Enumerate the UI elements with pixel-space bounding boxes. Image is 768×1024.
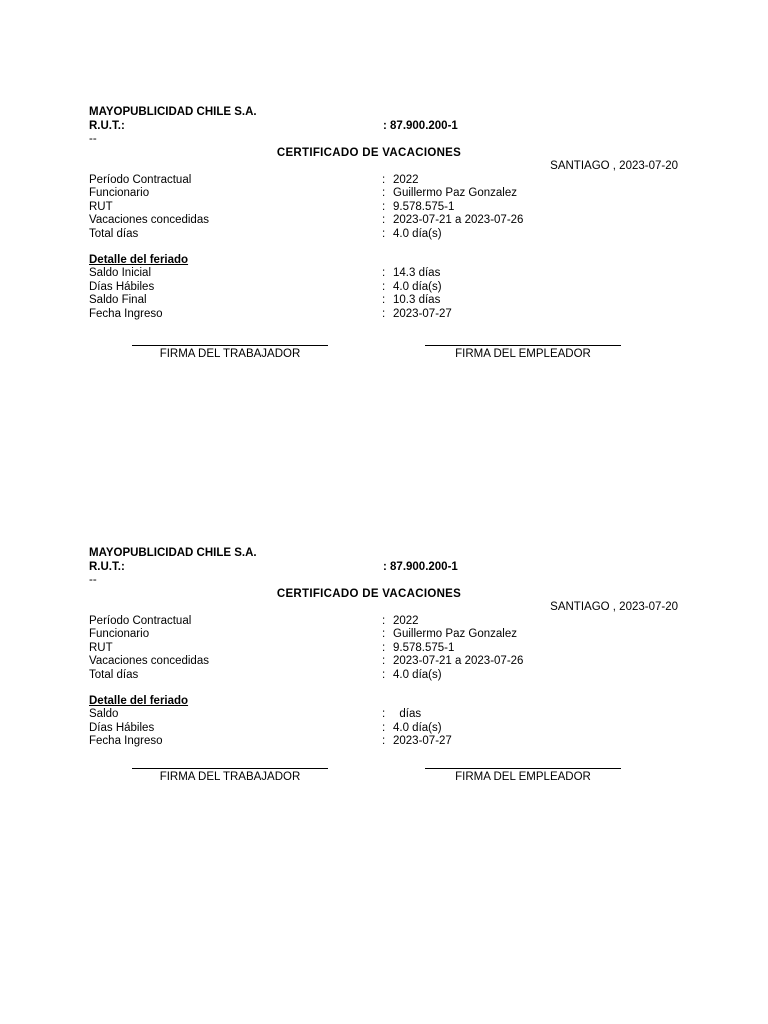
field-row — [89, 187, 689, 201]
field-row — [89, 669, 689, 683]
detail-colon: : — [382, 281, 386, 293]
field-value: 9.578.575-1 — [393, 642, 455, 654]
field-value: Guillermo Paz Gonzalez — [393, 187, 517, 199]
field-row — [89, 628, 689, 642]
field-colon: : — [382, 628, 386, 640]
employer-signature-caption: FIRMA DEL EMPLEADOR — [455, 348, 591, 360]
rut-value: : 87.900.200-1 — [383, 120, 458, 132]
detail-colon: : — [382, 308, 386, 320]
detail-label: Saldo Final — [89, 294, 147, 306]
rut-label: R.U.T.: — [89, 120, 125, 132]
field-value: 2023-07-21 a 2023-07-26 — [393, 214, 524, 226]
company-name: MAYOPUBLICIDAD CHILE S.A. — [89, 106, 257, 118]
field-value: 4.0 día(s) — [393, 228, 442, 240]
detail-row — [89, 708, 689, 722]
worker-signature-caption: FIRMA DEL TRABAJADOR — [159, 348, 301, 360]
field-row — [89, 228, 689, 242]
extra-line: -- — [89, 574, 97, 586]
detail-colon: : — [382, 735, 386, 747]
rut-label: R.U.T.: — [89, 561, 125, 573]
detail-label: Días Hábiles — [89, 722, 155, 734]
detail-heading: Detalle del feriado — [89, 695, 189, 707]
field-label: Vacaciones concedidas — [89, 655, 209, 667]
worker-signature-caption: FIRMA DEL TRABAJADOR — [159, 771, 301, 783]
field-colon: : — [382, 228, 386, 240]
field-row — [89, 214, 689, 228]
field-colon: : — [382, 642, 386, 654]
detail-row — [89, 267, 689, 281]
place-date: SANTIAGO , 2023-07-20 — [550, 601, 678, 613]
certificate-title-text: CERTIFICADO DE VACACIONES — [276, 147, 462, 159]
employer-signature — [425, 768, 621, 784]
place-date: SANTIAGO , 2023-07-20 — [550, 160, 678, 172]
detail-value: 10.3 días — [393, 294, 441, 306]
field-label: Funcionario — [89, 187, 150, 199]
certificate-title-text: CERTIFICADO DE VACACIONES — [276, 588, 462, 600]
field-colon: : — [382, 214, 386, 226]
detail-label: Saldo — [89, 708, 119, 720]
company-name: MAYOPUBLICIDAD CHILE S.A. — [89, 547, 257, 559]
field-colon: : — [382, 615, 386, 627]
field-value: Guillermo Paz Gonzalez — [393, 628, 517, 640]
detail-row — [89, 722, 689, 736]
field-label: Funcionario — [89, 628, 150, 640]
field-value: 2022 — [393, 615, 419, 627]
extra-line: -- — [89, 133, 97, 145]
field-label: Vacaciones concedidas — [89, 214, 209, 226]
certificate-title — [0, 588, 768, 601]
employer-signature — [425, 345, 621, 361]
detail-colon: : — [382, 267, 386, 279]
field-value: 9.578.575-1 — [393, 201, 455, 213]
detail-row — [89, 281, 689, 295]
field-colon: : — [382, 655, 386, 667]
field-label: Total días — [89, 669, 139, 681]
field-row — [89, 642, 689, 656]
field-label: Período Contractual — [89, 615, 192, 627]
detail-value: 4.0 día(s) — [393, 281, 442, 293]
field-colon: : — [382, 174, 386, 186]
detail-label: Fecha Ingreso — [89, 308, 163, 320]
field-label: RUT — [89, 201, 113, 213]
detail-row — [89, 735, 689, 749]
field-row — [89, 174, 689, 188]
signature-line — [425, 345, 621, 346]
detail-value: 2023-07-27 — [393, 308, 452, 320]
worker-signature — [132, 768, 328, 784]
detail-row — [89, 308, 689, 322]
detail-value: 4.0 día(s) — [393, 722, 442, 734]
detail-colon: : — [382, 294, 386, 306]
field-row — [89, 615, 689, 629]
field-value: 2023-07-21 a 2023-07-26 — [393, 655, 524, 667]
detail-colon: : — [382, 722, 386, 734]
certificate-title — [0, 147, 768, 160]
field-colon: : — [382, 187, 386, 199]
detail-label: Días Hábiles — [89, 281, 155, 293]
field-value: 4.0 día(s) — [393, 669, 442, 681]
field-row — [89, 201, 689, 215]
field-label: Total días — [89, 228, 139, 240]
detail-value: 14.3 días — [393, 267, 441, 279]
detail-row — [89, 294, 689, 308]
detail-value: días — [393, 708, 422, 720]
signature-line — [132, 345, 328, 346]
detail-label: Saldo Inicial — [89, 267, 152, 279]
signature-line — [132, 768, 328, 769]
worker-signature — [132, 345, 328, 361]
rut-value: : 87.900.200-1 — [383, 561, 458, 573]
field-colon: : — [382, 201, 386, 213]
field-label: Período Contractual — [89, 174, 192, 186]
field-label: RUT — [89, 642, 113, 654]
detail-heading: Detalle del feriado — [89, 254, 189, 266]
detail-value: 2023-07-27 — [393, 735, 452, 747]
detail-label: Fecha Ingreso — [89, 735, 163, 747]
signature-line — [425, 768, 621, 769]
detail-colon: : — [382, 708, 386, 720]
field-row — [89, 655, 689, 669]
field-colon: : — [382, 669, 386, 681]
employer-signature-caption: FIRMA DEL EMPLEADOR — [455, 771, 591, 783]
field-value: 2022 — [393, 174, 419, 186]
